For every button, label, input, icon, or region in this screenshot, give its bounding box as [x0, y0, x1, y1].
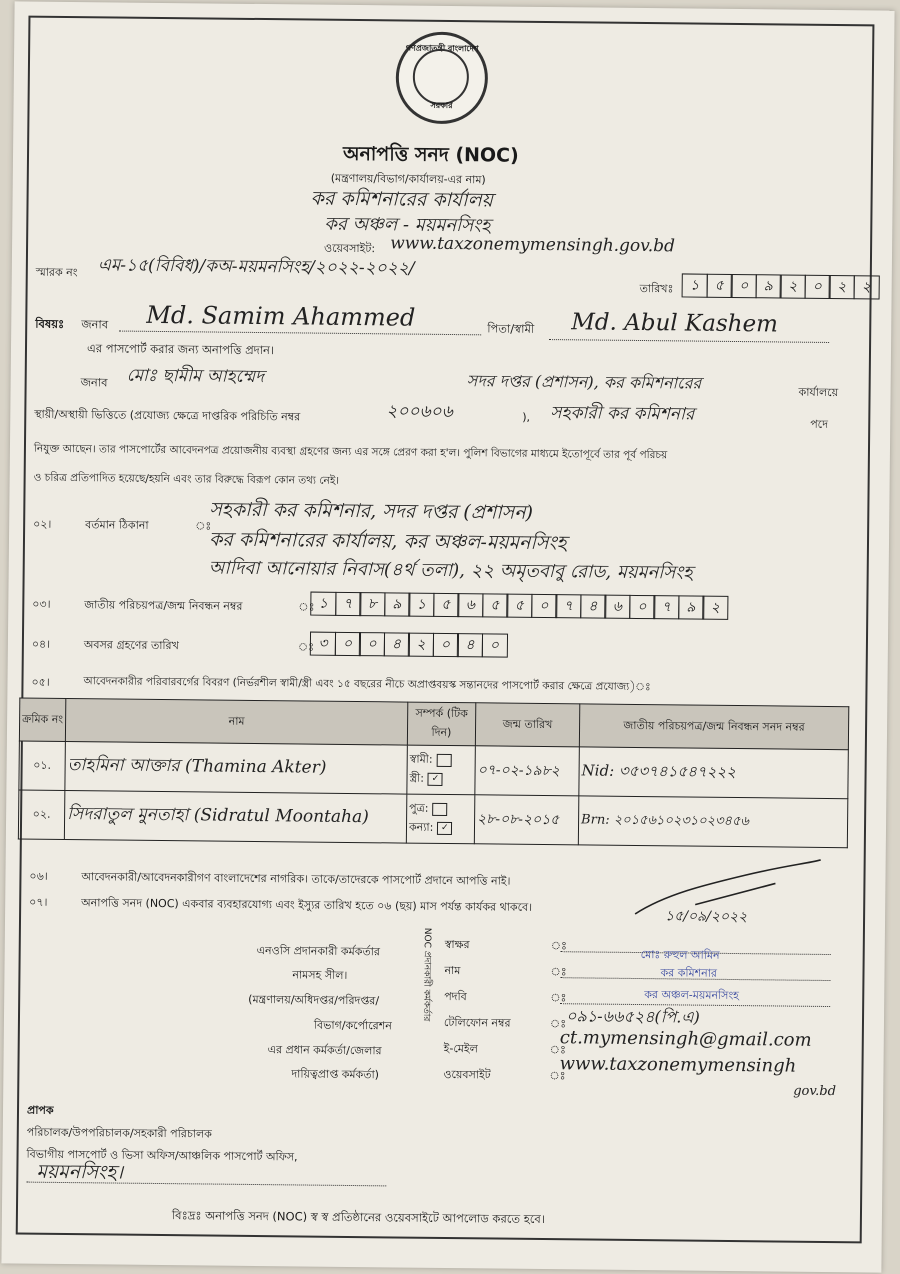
- row-serial: ০২.: [18, 790, 65, 839]
- relation-option: কন্যা:: [408, 820, 434, 834]
- colon: ঃ: [549, 1017, 567, 1031]
- nid-digit: ৯: [384, 592, 410, 616]
- sign-date: ১৫/০৯/২০২২: [665, 908, 748, 926]
- date-digit: ১: [682, 273, 708, 297]
- sig-left-line1: এনওসি প্রদানকারী কর্মকর্তার: [256, 944, 381, 959]
- web-value-suffix: gov.bd: [793, 1083, 837, 1100]
- item-05-number: ০৫।: [31, 675, 50, 689]
- nid-digit: ৬: [604, 595, 630, 619]
- sig-left-line2: নামসহ সীল।: [292, 968, 348, 982]
- permanent-label: স্থায়ী/অস্থায়ী ভিত্তিতে (প্রযোজ্য ক্ষেত্রে দাপ্তরিক পরিচিতি নম্বর: [34, 407, 301, 424]
- body-paragraph-1: নিযুক্ত আছেন। তার পাসপোর্টের আবেদনপত্র প্রয়োজনীয় ব্যবস্থা গ্রহণের জন্য এর সঙ্গে প্রেরণ করা হ'ল। পুলিশ বিভাগের মাধ্যমে ইতোপূর্বে তার পূর্ব পরিচয়: [33, 442, 668, 462]
- member-dob: ০৭-০২-১৯৮২: [475, 746, 580, 796]
- nid-digit: ০: [629, 595, 655, 619]
- office-name-line1: কর কমিশনারের কার্যালয়: [310, 187, 494, 212]
- retire-digit: ৩: [310, 632, 336, 656]
- nid-digit: ২: [702, 596, 728, 620]
- phone-value: ০৯১-৬৬৫২৪(পি.এ): [565, 1006, 700, 1027]
- stamp-officer-post: কর কমিশনার: [660, 966, 718, 980]
- relation-option: স্ত্রী:: [409, 771, 425, 785]
- sig-left-line3: (মন্ত্রণালয়/অধিদপ্তর/পরিদপ্তর/: [248, 992, 380, 1008]
- nid-digit: ৬: [457, 593, 483, 617]
- column-header: জন্ম তারিখ: [475, 703, 579, 747]
- relation-checkbox[interactable]: ✓: [428, 772, 443, 785]
- relation-option: স্বামী:: [409, 752, 433, 766]
- item-02-label: বর্তমান ঠিকানা: [85, 518, 149, 532]
- item-05-label: আবেদনকারীর পরিবারবর্গের বিবরণ (নির্ভরশীল স্বামী/স্ত্রী এবং ১৫ বছরের নীচে অপ্রাপ্তবয়স্ক সন্তানদের পাসপোর্ট করার ক্ষেত্রে প্রযোজ্য)ঃ: [83, 675, 651, 694]
- recipient-label: প্রাপক: [26, 1103, 54, 1117]
- date-digit: ২: [853, 275, 879, 299]
- item-03-number: ০৩।: [32, 597, 51, 611]
- row-serial: ০১.: [19, 741, 66, 790]
- website-label: ওয়েবসাইট:: [323, 241, 376, 256]
- web-value: www.taxzonemymensingh: [559, 1053, 797, 1077]
- nid-digit: ৫: [506, 594, 532, 618]
- retire-digit: ০: [432, 633, 458, 657]
- colon: ঃ: [550, 991, 567, 1005]
- seal-top-text: গণপ্রজাতন্ত্রী বাংলাদেশ: [405, 43, 479, 54]
- recipient-line1: পরিচালক/উপপরিচালক/সহকারী পরিচালক: [26, 1125, 212, 1141]
- retire-digit: ২: [408, 633, 434, 657]
- nid-digit: ৫: [482, 593, 508, 617]
- declaration-07-number: ০৭।: [29, 895, 48, 909]
- nid-digit: ৭: [555, 594, 581, 618]
- address-line-1: সহকারী কর কমিশনার, সদর দপ্তর (প্রশাসন): [209, 498, 534, 524]
- stamp-office: কর অঞ্চল-ময়মনসিংহ: [644, 988, 740, 1003]
- column-header: জাতীয় পরিচয়পত্র/জন্ম নিবন্ধন সনদ নম্বর: [579, 704, 848, 750]
- colon: ঃ: [550, 939, 568, 953]
- relation-checkbox[interactable]: [437, 753, 452, 766]
- relation-checkbox[interactable]: [432, 802, 447, 815]
- paren-close: ),: [522, 410, 531, 424]
- subject-purpose: এর পাসপোর্ট করার জন্য অনাপত্তি প্রদান।: [86, 341, 275, 358]
- office-suffix: কার্যালয়ে: [798, 385, 839, 400]
- relation-checkbox[interactable]: ✓: [437, 821, 452, 834]
- sig-left-line5: এর প্রধান কর্মকর্তা/জেলার: [267, 1043, 382, 1058]
- retire-digit: ০: [481, 633, 507, 657]
- family-table: [18, 698, 849, 849]
- relation-option: পুত্র:: [409, 801, 429, 815]
- nid-boxes: [310, 592, 727, 620]
- nid-digit: ৪: [580, 594, 606, 618]
- seal-bottom-text: সরকার: [430, 100, 453, 111]
- relation-cell: [407, 745, 476, 795]
- date-boxes: [682, 273, 878, 299]
- column-header: সম্পর্ক (টিক দিন): [407, 702, 475, 746]
- date-digit: ২: [780, 274, 806, 298]
- relation-cell: [406, 794, 475, 844]
- body-paragraph-2: ও চরিত্র প্রতিপাদিত হয়েছে/হয়নি এবং তার বিরুদ্ধে বিরূপ কোন তথ্য নেই।: [33, 471, 340, 487]
- retire-digit: ০: [359, 632, 385, 656]
- memo-label: স্মারক নং: [35, 265, 78, 280]
- subject-label: বিষয়ঃ: [35, 316, 65, 331]
- date-digit: ০: [731, 274, 757, 298]
- address-line-3: আদিবা আনোয়ার নিবাস(৪র্থ তলা), ২২ অমৃতবাবু রোড, ময়মনসিংহ: [208, 557, 693, 584]
- nid-digit: ১: [310, 592, 336, 616]
- field-name-label: নাম: [444, 963, 461, 978]
- father-label: পিতা/স্বামী: [487, 321, 535, 336]
- member-id: Brn: ২০১৫৬১০২৩১০২৩৪৫৬: [578, 796, 847, 848]
- office-id-number: ২০০৬০৬: [386, 401, 453, 423]
- applicant-name-bn: মোঃ ছামীম আহম্মেদ: [126, 365, 265, 388]
- declaration-07-text: অনাপত্তি সনদ (NOC) একবার ব্যবহারযোগ্য এবং ইস্যুর তারিখ হতে ০৬ (ছয়) মাস পর্যন্ত কার্যকর থাকবে।: [81, 896, 533, 914]
- colon: ঃ: [549, 1069, 566, 1083]
- ministry-hint: (মন্ত্রণালয়/বিভাগ/কার্যালয়-এর নাম): [330, 171, 486, 187]
- retire-digit: ৪: [383, 632, 409, 656]
- item-03-label: জাতীয় পরিচয়পত্র/জন্ম নিবন্ধন নম্বর: [84, 598, 243, 613]
- nid-digit: ৫: [433, 593, 459, 617]
- father-name-en: Md. Abul Kashem: [571, 309, 779, 338]
- member-id: Nid: ৩৫৩৭৪১৫৪৭২২২: [579, 747, 848, 799]
- nid-digit: ১: [408, 593, 434, 617]
- address-line-2: কর কমিশনারের কার্যালয়, কর অঞ্চল-ময়মনসিংহ: [208, 528, 567, 555]
- nid-digit: ৭: [335, 592, 361, 616]
- date-digit: ০: [804, 275, 830, 299]
- retire-digit: ৪: [457, 633, 483, 657]
- recipient-city: ময়মনসিংহ।: [36, 1160, 124, 1184]
- item-04-number: ০৪।: [31, 637, 51, 651]
- post-name: সহকারী কর কমিশনার: [550, 403, 695, 425]
- date-digit: ৫: [706, 274, 732, 298]
- column-header: ক্রমিক নং: [19, 698, 65, 741]
- government-seal: [395, 31, 488, 124]
- footer-note: বিঃদ্রঃ অনাপত্তি সনদ (NOC) স্ব স্ব প্রতিষ্ঠানের ওয়েবসাইটে আপলোড করতে হবে।: [171, 1208, 545, 1227]
- body-mr: জনাব: [80, 375, 108, 390]
- declaration-06-text: আবেদনকারী/আবেদনকারীগণ বাংলাদেশের নাগরিক। তাকে/তাদেরকে পাসপোর্ট প্রদানে আপত্তি নাই।: [81, 870, 511, 888]
- date-label: তারিখঃ: [639, 281, 674, 296]
- recipient-line2: বিভাগীয় পাসপোর্ট ও ভিসা অফিস/আঞ্চলিক পাসপোর্ট অফিস,: [26, 1147, 298, 1164]
- retirement-date-boxes: [310, 632, 506, 658]
- nid-digit: ০: [531, 594, 557, 618]
- table-row: [19, 741, 848, 799]
- document-title: অনাপত্তি সনদ (NOC): [342, 142, 519, 167]
- retire-digit: ০: [334, 632, 360, 656]
- office-name-line2: কর অঞ্চল - ময়মনসিংহ: [324, 213, 491, 237]
- stamp-officer-name: মোঃ রুহুল আমিন: [640, 948, 720, 962]
- field-sign-label: স্বাক্ষর: [444, 937, 470, 952]
- post-suffix: পদে: [810, 417, 828, 431]
- field-post-label: পদবি: [444, 989, 467, 1004]
- member-name: সিদরাতুল মুনতাহা (Sidratul Moontaha): [64, 790, 406, 843]
- date-digit: ৯: [755, 274, 781, 298]
- nid-digit: ৮: [359, 592, 385, 616]
- colon: ঃ: [298, 600, 315, 614]
- member-name: তাহমিনা আক্তার (Thamina Akter): [65, 741, 407, 794]
- noc-document: [1, 1, 894, 1272]
- sig-left-line6: দায়িত্বপ্রাপ্ত কর্মকর্তা): [291, 1067, 380, 1082]
- memo-number: এম-১৫(বিবিধ)/কঅ-ময়মনসিংহ/২০২২-২০২২/: [97, 255, 415, 279]
- seal-inner-circle: [413, 49, 470, 106]
- date-digit: ২: [829, 275, 855, 299]
- item-04-label: অবসর গ্রহণের তারিখ: [83, 638, 179, 653]
- noc-vertical-label: NOC প্রদানকারী কর্মকর্তার: [420, 927, 432, 1022]
- table-row: [18, 790, 847, 848]
- nid-digit: ৯: [678, 595, 704, 619]
- website-value: www.taxzonemymensingh.gov.bd: [390, 233, 676, 257]
- declaration-06-number: ০৬।: [29, 869, 48, 883]
- applicant-name-en: Md. Samim Ahammed: [146, 300, 416, 332]
- field-email-label: ই-মেইল: [443, 1041, 478, 1056]
- designation-office: সদর দপ্তর (প্রশাসন), কর কমিশনারের: [466, 371, 702, 393]
- item-02-number: ০২।: [33, 517, 52, 531]
- colon: ঃ: [550, 965, 567, 979]
- nid-digit: ৭: [653, 595, 679, 619]
- email-value: ct.mymensingh@gmail.com: [559, 1027, 812, 1051]
- colon: ঃ: [195, 519, 212, 533]
- sig-left-line4: বিভাগ/কর্পোরেশন: [313, 1018, 392, 1033]
- colon: ঃ: [297, 640, 315, 654]
- colon: ঃ: [549, 1043, 566, 1057]
- field-web-label: ওয়েবসাইট: [443, 1067, 491, 1082]
- field-phone-label: টেলিফোন নম্বর: [443, 1015, 511, 1030]
- subject-mr: জনাব: [81, 317, 109, 332]
- column-header: নাম: [65, 699, 407, 746]
- member-dob: ২৮-০৮-২০১৫: [474, 795, 579, 845]
